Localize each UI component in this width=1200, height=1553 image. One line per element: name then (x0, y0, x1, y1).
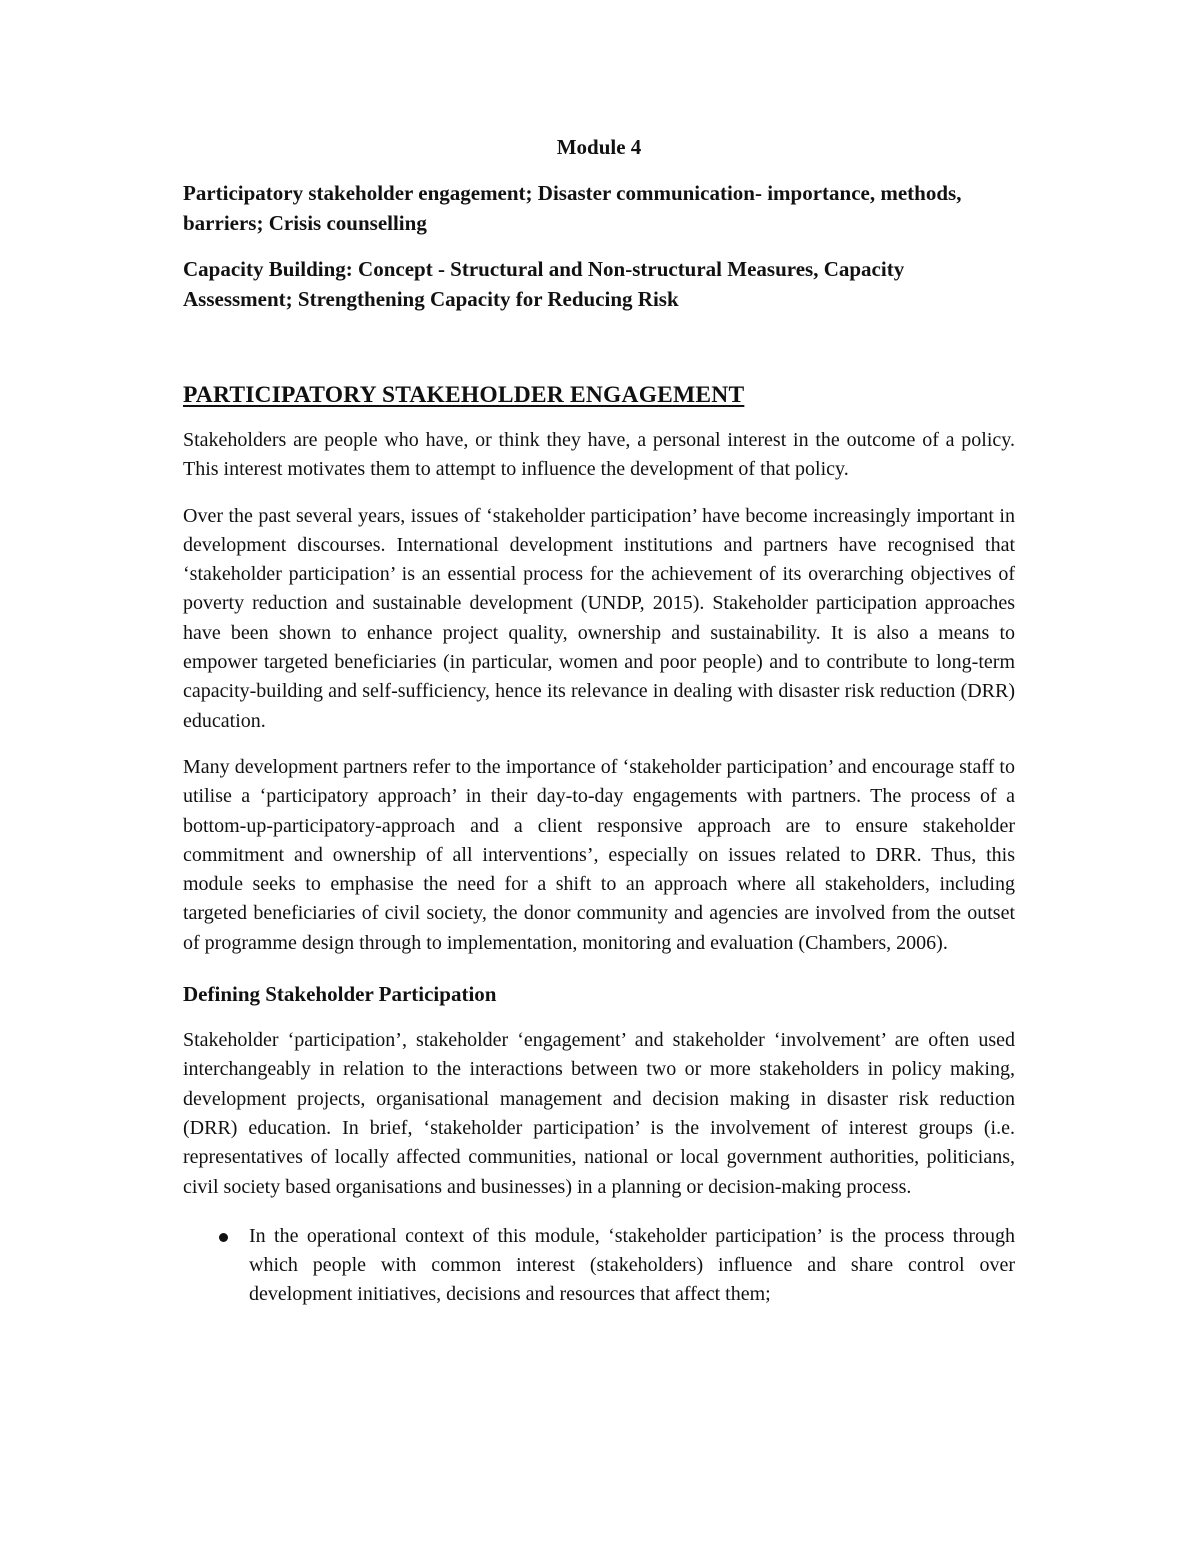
subsection-title: Defining Stakeholder Participation (183, 982, 497, 1007)
bullet-icon (219, 1233, 228, 1242)
module-title: Module 4 (556, 135, 642, 159)
topics-subheading-1: Participatory stakeholder engagement; Disaster communication- importance, methods, barriers; Crisis counselling (183, 181, 962, 235)
list-item (183, 1222, 1015, 1310)
paragraph-defining-participation: Stakeholder ‘participation’, stakeholder ‘engagement’ and stakeholder ‘involvement’ are often used interchangeably in relation to the interactions between two or more stakeholders in policy making, development projects, organisational management and decision making in disaster risk reduction (DRR) education. In brief, ‘stakeholder participation’ is the involvement of interest groups (i.e. representatives of locally affected communities, national or local government authorities, politicians, civil society based organisations and businesses) in a planning or decision-making process. (183, 1029, 1015, 1198)
section-title: PARTICIPATORY STAKEHOLDER ENGAGEMENT (183, 382, 745, 408)
paragraph-development-partners: Many development partners refer to the importance of ‘stakeholder participation’ and encourage staff to utilise a ‘participatory approach’ in their day-to-day engagements with partners. The process of a bottom-up-participatory-approach and a client responsive approach are to ensure stakeholder commitment and ownership of all interventions’, especially on issues related to DRR. Thus, this module seeks to emphasise the need for a shift to an approach where all stakeholders, including targeted beneficiaries of civil society, the donor community and agencies are involved from the outset of programme design through to implementation, monitoring and evaluation (Chambers, 2006). (183, 755, 1015, 954)
topics-subheading-2: Capacity Building: Concept - Structural and Non-structural Measures, Capacity Assessment; Strengthening Capacity for Reducing Risk (183, 257, 905, 311)
paragraph-stakeholders-definition: Stakeholders are people who have, or think they have, a personal interest in the outcome of a policy. This interest motivates them to attempt to influence the development of that policy. (183, 429, 1015, 481)
paragraph-participation-importance: Over the past several years, issues of ‘stakeholder participation’ have become increasingly important in development discourses. International development institutions and partners have recognised that ‘stakeholder participation’ is an essential process for the achievement of its overarching objectives of poverty reduction and sustainable development (UNDP, 2015). Stakeholder participation approaches have been shown to enhance project quality, ownership and sustainability. It is also a means to empower targeted beneficiaries (in particular, women and poor people) and to contribute to long-term capacity-building and self-sufficiency, hence its relevance in dealing with disaster risk reduction (DRR) education. (183, 504, 1015, 732)
bullet-list (183, 1222, 1015, 1310)
document-content (183, 132, 1015, 1310)
bullet-text: In the operational context of this module, ‘stakeholder participation’ is the process through which people with common interest (stakeholders) influence and share control over development initiatives, decisions and resources that affect them; (249, 1224, 1015, 1306)
